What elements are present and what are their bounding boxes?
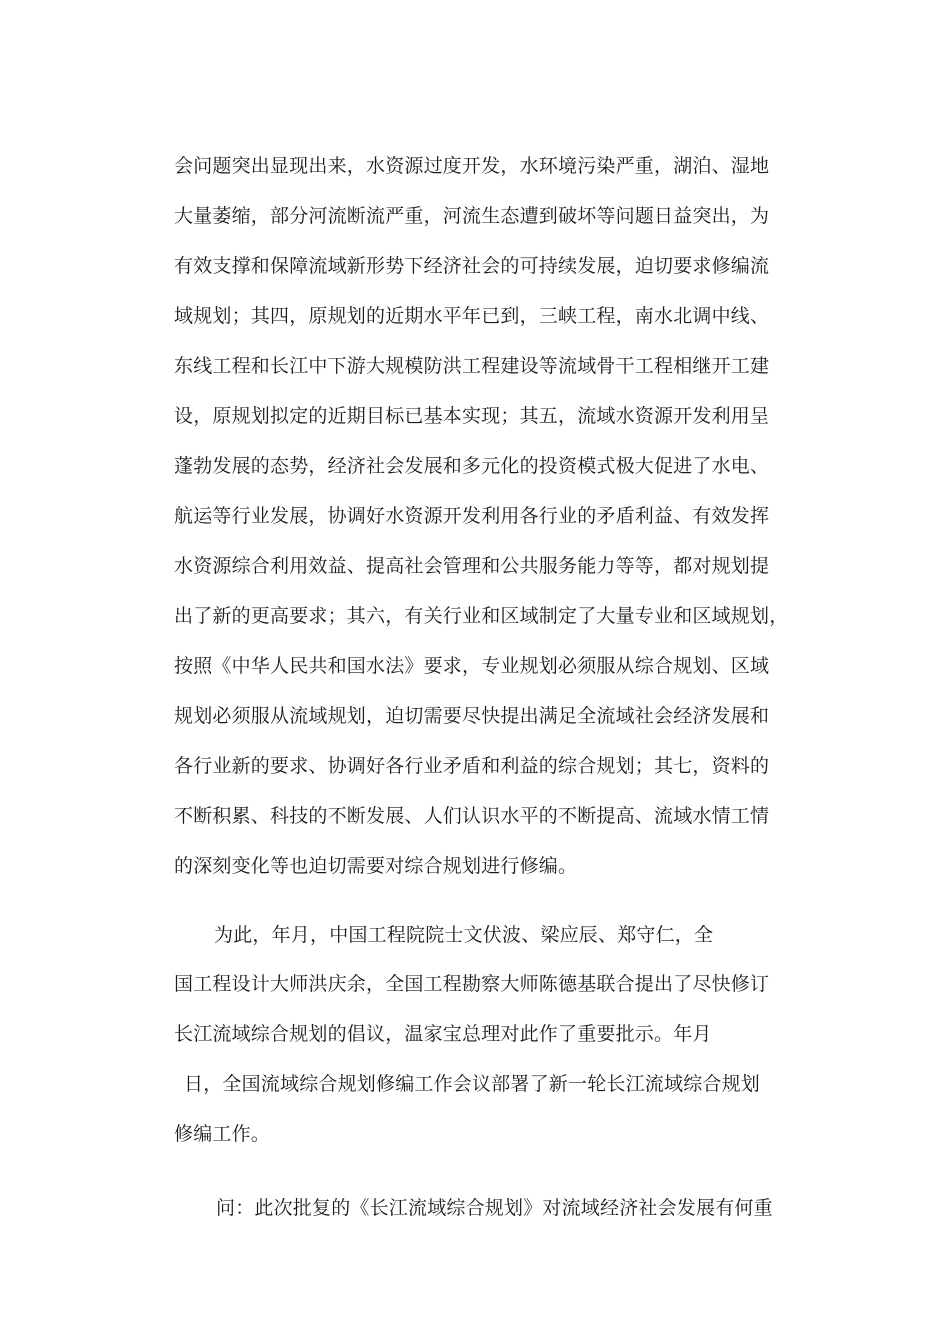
- paragraph-2-line-4: 日，全国流域综合规划修编工作会议部署了新一轮长江流域综合规划: [184, 1073, 761, 1095]
- paragraph-1-line-4: 域规划；其四，原规划的近期水平年已到，三峡工程，南水北调中线、: [174, 305, 770, 327]
- paragraph-2-line-2: 国工程设计大师洪庆余，全国工程勘察大师陈德基联合提出了尽快修订: [174, 973, 770, 995]
- paragraph-1-line-8: 航运等行业发展，协调好水资源开发利用各行业的矛盾利益、有效发挥: [174, 505, 770, 527]
- paragraph-1-line-6: 设，原规划拟定的近期目标已基本实现；其五，流域水资源开发利用呈: [174, 405, 770, 427]
- paragraph-1-line-3: 有效支撑和保障流域新形势下经济社会的可持续发展，迫切要求修编流: [174, 255, 770, 277]
- paragraph-1-line-9: 水资源综合利用效益、提高社会管理和公共服务能力等等，都对规划提: [174, 555, 770, 577]
- paragraph-2-line-3: 长江流域综合规划的倡议，温家宝总理对此作了重要批示。年月: [174, 1023, 712, 1045]
- paragraph-1-line-12: 规划必须服从流域规划，迫切需要尽快提出满足全流域社会经济发展和: [174, 705, 770, 727]
- paragraph-1-line-1: 会问题突出显现出来，水资源过度开发，水环境污染严重，湖泊、湿地: [174, 155, 770, 177]
- paragraph-1-line-11: 按照《中华人民共和国水法》要求，专业规划必须服从综合规划、区域: [174, 655, 770, 677]
- paragraph-1-line-13: 各行业新的要求、协调好各行业矛盾和利益的综合规划；其七，资料的: [174, 755, 770, 777]
- paragraph-1-line-10: 出了新的更高要求；其六，有关行业和区域制定了大量专业和区域规划，: [174, 605, 789, 627]
- paragraph-2-line-1: 为此，年月，中国工程院院士文伏波、梁应辰、郑守仁，全: [214, 924, 714, 946]
- paragraph-3-line-1: 问：此次批复的《长江流域综合规划》对流域经济社会发展有何重: [216, 1197, 773, 1219]
- paragraph-1-line-5: 东线工程和长江中下游大规模防洪工程建设等流域骨干工程相继开工建: [174, 355, 770, 377]
- paragraph-1-line-7: 蓬勃发展的态势，经济社会发展和多元化的投资模式极大促进了水电、: [174, 455, 770, 477]
- paragraph-1-line-15: 的深刻变化等也迫切需要对综合规划进行修编。: [174, 855, 578, 877]
- paragraph-1-line-2: 大量萎缩，部分河流断流严重，河流生态遭到破坏等问题日益突出，为: [174, 205, 770, 227]
- paragraph-2-line-5: 修编工作。: [174, 1123, 271, 1145]
- paragraph-1-line-14: 不断积累、科技的不断发展、人们认识水平的不断提高、流域水情工情: [174, 805, 770, 827]
